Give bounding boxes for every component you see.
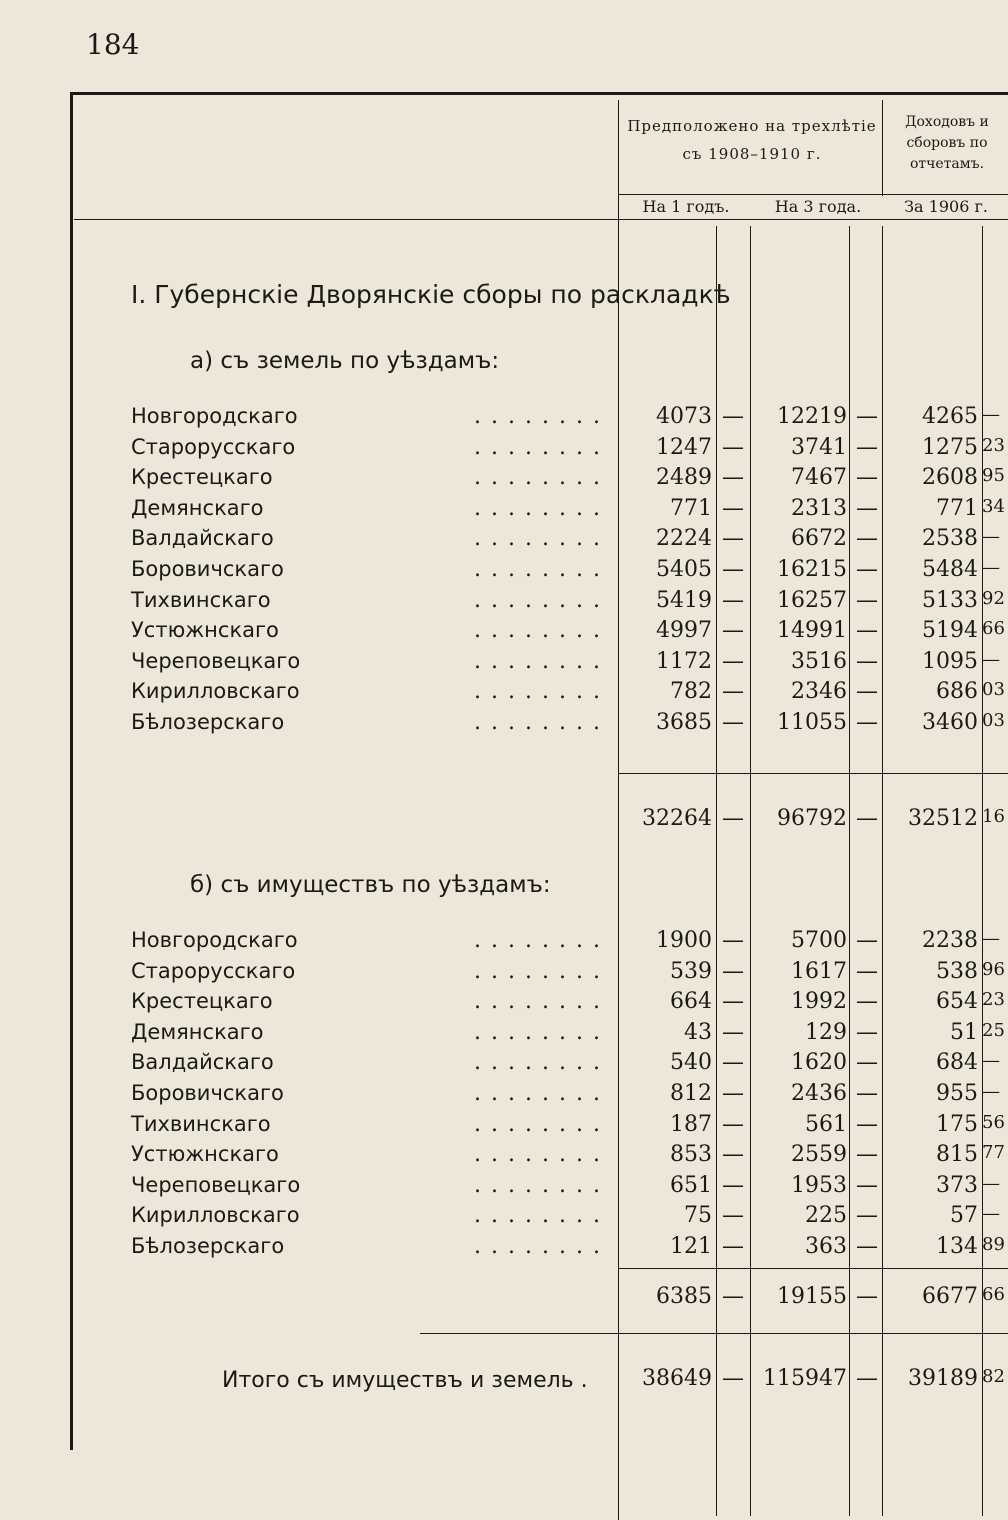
year-1906-value: 4265 bbox=[922, 404, 978, 429]
grand-total-label: Итого съ имуществъ и земель . bbox=[222, 1368, 588, 1393]
header-planned: Предположено на трехлѣтіе съ 1908–1910 г. bbox=[627, 117, 877, 163]
leader-dots: ........ bbox=[474, 710, 610, 735]
table-row bbox=[0, 1050, 1008, 1080]
per-year-value: 812 bbox=[670, 1081, 712, 1106]
year-1906-value: 2608 bbox=[922, 465, 978, 491]
dash: — bbox=[722, 587, 744, 613]
per-year-value: 32264 bbox=[642, 806, 712, 831]
leader-dots: ........ bbox=[474, 1234, 610, 1259]
kopeks-value: — bbox=[982, 1050, 1000, 1072]
leader-dots: ........ bbox=[474, 1019, 610, 1045]
district-name: Демянскаго bbox=[131, 495, 264, 520]
three-years-value: 1620 bbox=[791, 1050, 847, 1076]
year-1906-value: 955 bbox=[936, 1081, 978, 1106]
leader-dots: ........ bbox=[474, 1203, 610, 1229]
three-years-value: 2559 bbox=[791, 1142, 847, 1168]
leader-dots: ........ bbox=[474, 1111, 610, 1137]
dash: — bbox=[722, 679, 744, 705]
year-1906-value: 32512 bbox=[908, 806, 978, 831]
year-1906-value: 57 bbox=[950, 1203, 978, 1229]
district-name: Новгородскаго bbox=[131, 928, 298, 952]
per-year-value: 38649 bbox=[642, 1366, 712, 1391]
leader-dots: ........ bbox=[474, 989, 610, 1015]
dash: — bbox=[722, 1203, 744, 1229]
kopeks-value: 82 bbox=[982, 1366, 1005, 1387]
dash: — bbox=[856, 1081, 878, 1106]
total-row bbox=[0, 1284, 1008, 1314]
dash: — bbox=[856, 648, 878, 674]
table-row bbox=[0, 557, 1008, 587]
year-1906-value: 175 bbox=[936, 1111, 978, 1137]
year-1906-value: 771 bbox=[936, 495, 978, 521]
leader-dots: ........ bbox=[474, 958, 610, 984]
three-years-value: 7467 bbox=[791, 465, 847, 491]
dash: — bbox=[856, 434, 878, 460]
table-row bbox=[0, 588, 1008, 618]
leader-dots: ........ bbox=[474, 587, 610, 613]
leader-dots: ........ bbox=[474, 1172, 610, 1198]
year-1906-value: 6677 bbox=[922, 1284, 978, 1309]
dash: — bbox=[722, 989, 744, 1015]
table-row bbox=[0, 618, 1008, 648]
table-row bbox=[0, 989, 1008, 1019]
three-years-value: 3516 bbox=[791, 648, 847, 674]
kopeks-value: 95 bbox=[982, 465, 1005, 487]
three-years-value: 3741 bbox=[791, 434, 847, 460]
three-years-value: 14991 bbox=[777, 618, 847, 644]
kopeks-value: 25 bbox=[982, 1019, 1005, 1041]
dash: — bbox=[856, 958, 878, 984]
year-1906-value: 3460 bbox=[922, 710, 978, 735]
district-name: Боровичскаго bbox=[131, 557, 284, 581]
dash: — bbox=[856, 1050, 878, 1076]
per-year-value: 4073 bbox=[656, 404, 712, 429]
three-years-value: 2313 bbox=[791, 495, 847, 521]
year-1906-value: 5133 bbox=[922, 587, 978, 613]
district-name: Старорусскаго bbox=[131, 434, 296, 459]
district-name: Боровичскаго bbox=[131, 1081, 284, 1105]
dash: — bbox=[856, 1142, 878, 1168]
per-year-value: 4997 bbox=[656, 618, 712, 644]
three-years-value: 11055 bbox=[777, 710, 847, 735]
leader-dots: ........ bbox=[474, 928, 610, 953]
dash: — bbox=[722, 1111, 744, 1137]
kopeks-value: 03 bbox=[982, 679, 1005, 701]
per-year-value: 540 bbox=[670, 1050, 712, 1076]
year-1906-value: 1275 bbox=[922, 434, 978, 460]
dash: — bbox=[722, 1142, 744, 1168]
district-name: Крестецкаго bbox=[131, 465, 273, 490]
dash: — bbox=[856, 806, 878, 831]
kopeks-value: — bbox=[982, 648, 1000, 670]
district-name: Кирилловскаго bbox=[131, 1203, 300, 1228]
dash: — bbox=[856, 989, 878, 1015]
dash: — bbox=[722, 465, 744, 491]
table-row bbox=[0, 959, 1008, 989]
dash: — bbox=[856, 928, 878, 953]
three-years-value: 5700 bbox=[791, 928, 847, 953]
table-row bbox=[0, 465, 1008, 495]
subheader-per-year: На 1 годъ. bbox=[642, 197, 730, 216]
dash: — bbox=[722, 1172, 744, 1198]
dash: — bbox=[856, 1019, 878, 1045]
kopeks-value: 23 bbox=[982, 434, 1005, 456]
kopeks-value: 66 bbox=[982, 618, 1005, 640]
table-row bbox=[0, 1112, 1008, 1142]
three-years-value: 1617 bbox=[791, 958, 847, 984]
year-1906-value: 538 bbox=[936, 958, 978, 984]
district-name: Демянскаго bbox=[131, 1019, 264, 1044]
dash: — bbox=[856, 587, 878, 613]
column-rule bbox=[882, 100, 883, 196]
kopeks-value: 77 bbox=[982, 1142, 1005, 1164]
dash: — bbox=[722, 1234, 744, 1259]
kopeks-value: — bbox=[982, 526, 1000, 548]
per-year-value: 771 bbox=[670, 495, 712, 521]
dash: — bbox=[722, 526, 744, 552]
table-row bbox=[0, 928, 1008, 958]
header-rule bbox=[74, 219, 1008, 220]
dash: — bbox=[722, 710, 744, 735]
year-1906-value: 2238 bbox=[922, 928, 978, 953]
leader-dots: ........ bbox=[474, 1050, 610, 1076]
dash: — bbox=[856, 1172, 878, 1198]
dash: — bbox=[856, 1234, 878, 1259]
year-1906-value: 654 bbox=[936, 989, 978, 1015]
section-title: I. Губернскіе Дворянскіе сборы по раскладкѣ bbox=[131, 280, 731, 309]
top-rule bbox=[70, 92, 1008, 95]
dash: — bbox=[722, 1050, 744, 1076]
subtotal-rule bbox=[618, 1268, 1008, 1269]
per-year-value: 43 bbox=[684, 1019, 712, 1045]
total-row bbox=[0, 1366, 1008, 1396]
dash: — bbox=[722, 557, 744, 582]
three-years-value: 6672 bbox=[791, 526, 847, 552]
year-1906-value: 5484 bbox=[922, 557, 978, 582]
three-years-value: 19155 bbox=[777, 1284, 847, 1309]
dash: — bbox=[722, 648, 744, 674]
year-1906-value: 39189 bbox=[908, 1366, 978, 1391]
dash: — bbox=[856, 1284, 878, 1309]
year-1906-value: 5194 bbox=[922, 618, 978, 644]
property-heading: б) съ имуществъ по уѣздамъ: bbox=[190, 872, 551, 898]
district-name: Бѣлозерскаго bbox=[131, 1234, 285, 1258]
kopeks-value: 89 bbox=[982, 1234, 1005, 1255]
dash: — bbox=[856, 526, 878, 552]
kopeks-value: 96 bbox=[982, 958, 1005, 980]
three-years-value: 129 bbox=[805, 1019, 847, 1045]
year-1906-value: 134 bbox=[936, 1234, 978, 1259]
kopeks-value: — bbox=[982, 1203, 1000, 1225]
dash: — bbox=[856, 1203, 878, 1229]
per-year-value: 1900 bbox=[656, 928, 712, 953]
dash: — bbox=[722, 495, 744, 521]
leader-dots: ........ bbox=[474, 465, 610, 491]
kopeks-value: — bbox=[982, 557, 1000, 578]
dash: — bbox=[722, 404, 744, 429]
three-years-value: 16215 bbox=[777, 557, 847, 582]
dash: — bbox=[722, 1366, 744, 1391]
dash: — bbox=[856, 618, 878, 644]
three-years-value: 115947 bbox=[763, 1366, 847, 1391]
leader-dots: ........ bbox=[474, 1081, 610, 1106]
table-row bbox=[0, 526, 1008, 556]
year-1906-value: 51 bbox=[950, 1019, 978, 1045]
table-row bbox=[0, 435, 1008, 465]
table-row bbox=[0, 679, 1008, 709]
dash: — bbox=[722, 434, 744, 460]
dash: — bbox=[722, 1284, 744, 1309]
per-year-value: 782 bbox=[670, 679, 712, 705]
subheader-1906: За 1906 г. bbox=[904, 197, 988, 216]
per-year-value: 75 bbox=[684, 1203, 712, 1229]
total-row bbox=[0, 806, 1008, 836]
table-row bbox=[0, 1020, 1008, 1050]
per-year-value: 1247 bbox=[656, 434, 712, 460]
dash: — bbox=[722, 806, 744, 831]
leader-dots: ........ bbox=[474, 404, 610, 429]
kopeks-value: — bbox=[982, 928, 1000, 949]
kopeks-value: 56 bbox=[982, 1111, 1005, 1133]
leader-dots: ........ bbox=[474, 648, 610, 674]
dash: — bbox=[856, 495, 878, 521]
leader-dots: ........ bbox=[474, 618, 610, 644]
dash: — bbox=[856, 679, 878, 705]
leader-dots: ........ bbox=[474, 557, 610, 582]
kopeks-value: 23 bbox=[982, 989, 1005, 1011]
three-years-value: 2436 bbox=[791, 1081, 847, 1106]
three-years-value: 2346 bbox=[791, 679, 847, 705]
table-row bbox=[0, 496, 1008, 526]
kopeks-value: 66 bbox=[982, 1284, 1005, 1305]
per-year-value: 5405 bbox=[656, 557, 712, 582]
three-years-value: 16257 bbox=[777, 587, 847, 613]
dash: — bbox=[856, 465, 878, 491]
dash: — bbox=[722, 1081, 744, 1106]
header-income: Доходовъ и сборовъ по отчетамъ. bbox=[905, 114, 989, 172]
table-row bbox=[0, 710, 1008, 740]
table-row bbox=[0, 1081, 1008, 1111]
per-year-value: 121 bbox=[670, 1234, 712, 1259]
year-1906-value: 684 bbox=[936, 1050, 978, 1076]
dash: — bbox=[856, 710, 878, 735]
kopeks-value: — bbox=[982, 1081, 1000, 1102]
table-row bbox=[0, 404, 1008, 434]
subheader-three-years: На 3 года. bbox=[774, 197, 862, 216]
year-1906-value: 1095 bbox=[922, 648, 978, 674]
per-year-value: 664 bbox=[670, 989, 712, 1015]
district-name: Новгородскаго bbox=[131, 404, 298, 428]
district-name: Старорусскаго bbox=[131, 958, 296, 983]
per-year-value: 853 bbox=[670, 1142, 712, 1168]
leader-dots: ........ bbox=[474, 434, 610, 460]
year-1906-value: 686 bbox=[936, 679, 978, 705]
per-year-value: 1172 bbox=[656, 648, 712, 674]
table-row bbox=[0, 1173, 1008, 1203]
table-row bbox=[0, 649, 1008, 679]
district-name: Крестецкаго bbox=[131, 989, 273, 1014]
per-year-value: 5419 bbox=[656, 587, 712, 613]
district-name: Череповецкаго bbox=[131, 648, 301, 673]
leader-dots: ........ bbox=[474, 1142, 610, 1168]
subheader-rule bbox=[618, 194, 1008, 195]
page-number: 184 bbox=[86, 28, 140, 61]
per-year-value: 2224 bbox=[656, 526, 712, 552]
district-name: Череповецкаго bbox=[131, 1172, 301, 1197]
dash: — bbox=[722, 1019, 744, 1045]
three-years-value: 225 bbox=[805, 1203, 847, 1229]
district-name: Тихвинскаго bbox=[131, 587, 271, 612]
kopeks-value: 16 bbox=[982, 806, 1005, 827]
dash: — bbox=[856, 1366, 878, 1391]
district-name: Устюжнскаго bbox=[131, 618, 279, 643]
kopeks-value: — bbox=[982, 1172, 1000, 1194]
three-years-value: 1953 bbox=[791, 1172, 847, 1198]
dash: — bbox=[722, 928, 744, 953]
kopeks-value: 03 bbox=[982, 710, 1005, 731]
district-name: Тихвинскаго bbox=[131, 1111, 271, 1136]
district-name: Кирилловскаго bbox=[131, 679, 300, 704]
leader-dots: ........ bbox=[474, 495, 610, 521]
year-1906-value: 373 bbox=[936, 1172, 978, 1198]
kopeks-value: 34 bbox=[982, 495, 1005, 517]
district-name: Устюжнскаго bbox=[131, 1142, 279, 1167]
three-years-value: 1992 bbox=[791, 989, 847, 1015]
three-years-value: 96792 bbox=[777, 806, 847, 831]
district-name: Валдайскаго bbox=[131, 1050, 274, 1075]
year-1906-value: 2538 bbox=[922, 526, 978, 552]
table-row bbox=[0, 1142, 1008, 1172]
dash: — bbox=[722, 958, 744, 984]
total-rule bbox=[420, 1333, 1008, 1334]
year-1906-value: 815 bbox=[936, 1142, 978, 1168]
district-name: Валдайскаго bbox=[131, 526, 274, 551]
per-year-value: 6385 bbox=[656, 1284, 712, 1309]
dash: — bbox=[722, 618, 744, 644]
subtotal-rule bbox=[618, 773, 1008, 774]
three-years-value: 12219 bbox=[777, 404, 847, 429]
three-years-value: 363 bbox=[805, 1234, 847, 1259]
per-year-value: 3685 bbox=[656, 710, 712, 735]
per-year-value: 651 bbox=[670, 1172, 712, 1198]
per-year-value: 2489 bbox=[656, 465, 712, 491]
leader-dots: ........ bbox=[474, 526, 610, 552]
dash: — bbox=[856, 557, 878, 582]
per-year-value: 539 bbox=[670, 958, 712, 984]
table-row bbox=[0, 1203, 1008, 1233]
kopeks-value: — bbox=[982, 404, 1000, 425]
leader-dots: ........ bbox=[474, 679, 610, 705]
dash: — bbox=[856, 404, 878, 429]
lands-heading: а) съ земель по уѣздамъ: bbox=[190, 348, 500, 374]
three-years-value: 561 bbox=[805, 1111, 847, 1137]
kopeks-value: 92 bbox=[982, 587, 1005, 609]
district-name: Бѣлозерскаго bbox=[131, 710, 285, 734]
per-year-value: 187 bbox=[670, 1111, 712, 1137]
table-row bbox=[0, 1234, 1008, 1264]
dash: — bbox=[856, 1111, 878, 1137]
